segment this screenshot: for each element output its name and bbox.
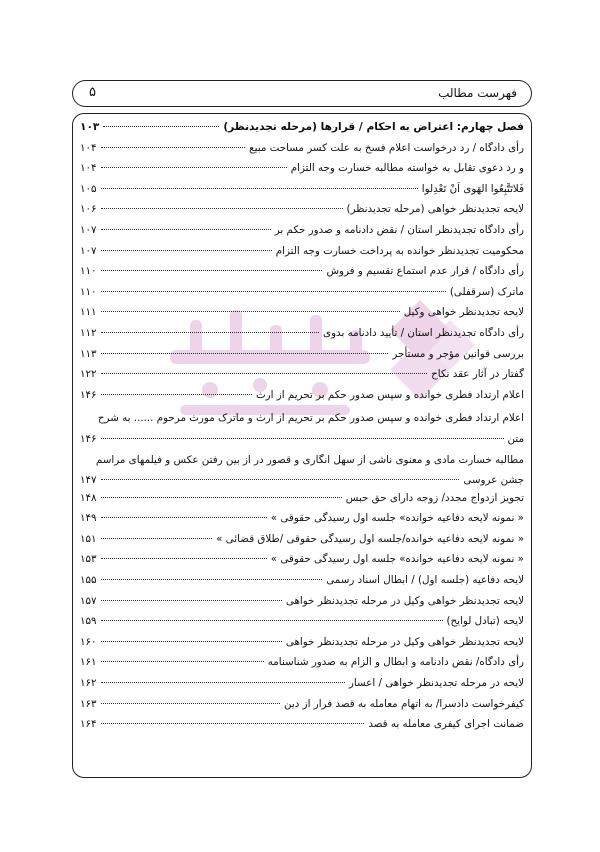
toc-entry-page: ۱۴۹: [80, 512, 97, 525]
dot-leader: [101, 538, 213, 539]
toc-entry-title: رأی دادگاه / رد درخواست اعلام فسخ به علت کسر مساحت مبیع: [249, 141, 524, 154]
toc-entry: [80, 182, 524, 203]
table-of-contents: [80, 120, 524, 738]
toc-entry-page: ۱۵۳: [80, 553, 97, 566]
toc-entry-title: لایحه تجدیدنظر خواهی وکیل در مرحله تجدیدنظر خواهی: [285, 594, 524, 607]
toc-entry-page: ۱۴۶: [80, 388, 97, 401]
toc-entry: [80, 676, 524, 697]
toc-entry-continuation: [80, 470, 524, 491]
dot-leader: [101, 147, 246, 148]
toc-entry-page: ۱۴۷: [80, 474, 97, 487]
toc-entry: [80, 285, 524, 306]
toc-entry: [80, 511, 524, 532]
toc-entry-page: ۱۵۷: [80, 594, 97, 607]
toc-entry-page: ۱۰۴: [80, 162, 97, 175]
toc-entry-page: ۱۵۵: [80, 574, 97, 587]
dot-leader: [101, 291, 446, 292]
page-header: [72, 80, 532, 107]
toc-entry-title: و رد دعوی تقابل به خواسته مطالبه خسارت وجه التزام: [290, 162, 524, 175]
dot-leader: [101, 188, 418, 189]
toc-entry: [80, 697, 524, 718]
toc-entry-page: ۱۶۱: [80, 656, 97, 669]
toc-entry: [80, 367, 524, 388]
toc-entry-page: ۱۶۳: [80, 697, 97, 710]
toc-entry-page: ۱۶۴: [80, 718, 97, 731]
toc-entry-page: ۱۲۲: [80, 368, 97, 381]
toc-entry-page: ۱۴۸: [80, 491, 97, 504]
toc-entry-title: فَلاتَتَّبِعُوا الهَوی اَنْ تَعْدِلوا: [421, 182, 524, 195]
toc-entry: [80, 573, 524, 594]
toc-entry: [80, 305, 524, 326]
toc-entry-page: ۱۱۲: [80, 326, 97, 339]
toc-entry-page: ۱۵۹: [80, 615, 97, 628]
toc-entry-title: محکومیت تجدیدنظر خوانده به پرداخت خسارت وجه التزام: [275, 244, 524, 257]
dot-leader: [101, 703, 280, 704]
dot-leader: [103, 126, 219, 127]
toc-entry: [80, 655, 524, 676]
toc-entry-page: ۱۱۰: [80, 285, 97, 298]
dot-leader: [101, 270, 323, 271]
toc-entry: [80, 120, 524, 141]
dot-leader: [101, 558, 267, 559]
toc-entry: [80, 161, 524, 182]
toc-entry-page: ۱۶۰: [80, 635, 97, 648]
toc-entry-page: ۱۰۷: [80, 244, 97, 257]
dot-leader: [101, 641, 282, 642]
dot-leader: [101, 479, 460, 480]
toc-entry-title: لایحه تجدیدنظر خواهی وکیل: [403, 306, 524, 319]
toc-entry: [80, 141, 524, 162]
toc-entry-title: « نمونه لایحه دفاعیه خوانده/جلسه اول رسیدگی حقوقی /طلاق قضائی »: [216, 532, 524, 545]
toc-entry-title-continued: جشن عروسی: [463, 474, 524, 487]
toc-entry-title: رأی دادگاه/ نقض دادنامه و ابطال و الزام به صدور شناسنامه: [267, 656, 524, 669]
toc-entry-title: « نمونه لایحه دفاعیه خوانده» جلسه اول رسیدگی حقوقی »: [270, 512, 524, 525]
header-page-number: ۵: [89, 85, 96, 100]
toc-entry-title: مطالبه خسارت مادی و معنوی ناشی از سهل انگاری و قصور در از بین رفتن عکس و فیلمهای مراسم: [95, 453, 524, 466]
toc-entry: [80, 450, 524, 491]
toc-entry-title: رأی دادگاه تجدیدنظر استان / تأیید دادنامه بدوی: [323, 326, 524, 339]
dot-leader: [101, 332, 319, 333]
header-title: فهرست مطالب: [438, 86, 517, 100]
toc-entry-title-continued: متن: [507, 432, 524, 445]
toc-entry-title: لایحه دفاعیه (جلسه اول) / ابطال اسناد رسمی: [326, 574, 524, 587]
dot-leader: [101, 682, 345, 683]
toc-entry-page: ۱۱۰: [80, 265, 97, 278]
toc-entry: [80, 594, 524, 615]
dot-leader: [101, 250, 272, 251]
toc-entry-page: ۱۰۳: [80, 121, 100, 133]
toc-entry: [80, 244, 524, 265]
dot-leader: [101, 723, 365, 724]
toc-entry-title: لایحه تجدیدنظر خواهی (مرحله تجدیدنظر): [346, 203, 524, 216]
dot-leader: [101, 600, 282, 601]
dot-leader: [101, 229, 271, 230]
dot-leader: [101, 167, 287, 168]
toc-entry-page: ۱۱۳: [80, 347, 97, 360]
toc-entry-title: ضمانت اجرای کیفری معامله به قصد: [368, 718, 524, 731]
toc-entry-page: ۱۶۲: [80, 677, 97, 690]
dot-leader: [101, 579, 323, 580]
dot-leader: [101, 311, 400, 312]
toc-entry: [80, 223, 524, 244]
toc-entry-title: اعلام ارتداد فطری خوانده و سپس صدور حکم بر تحریم از ارث و ماترک مورث مرحوم ...... به شرح: [97, 412, 524, 425]
toc-entry-title: بررسی قوانین مؤجر و مستأجر: [392, 347, 524, 360]
toc-entry: [80, 532, 524, 553]
dot-leader: [101, 497, 342, 498]
toc-entry: [80, 717, 524, 738]
toc-entry-continuation: [80, 429, 524, 450]
toc-entry: [80, 264, 524, 285]
toc-entry: [80, 388, 524, 409]
toc-entry: [80, 202, 524, 223]
dot-leader: [101, 353, 389, 354]
dot-leader: [101, 373, 427, 374]
toc-entry-title: کیفرخواست دادسرا/ به اتهام معامله به قصد فرار از دین: [284, 697, 524, 710]
toc-entry-page: ۱۰۴: [80, 141, 97, 154]
toc-entry: [80, 614, 524, 635]
dot-leader: [101, 394, 252, 395]
toc-entry-title: اعلام ارتداد فطری خوانده و سپس صدور حکم بر تحریم از ارث: [255, 388, 524, 401]
toc-entry-title: رأی دادگاه / قرار عدم استماع تقسیم و فروش: [326, 265, 524, 278]
toc-entry: [80, 552, 524, 573]
toc-entry-title: ماترک (سرقفلی): [449, 285, 524, 298]
toc-entry-title: رأی دادگاه تجدیدنظر استان / نقض دادنامه و صدور حکم بر: [274, 223, 524, 236]
dot-leader: [101, 517, 267, 518]
toc-entry-page: ۱۱۱: [80, 306, 97, 319]
dot-leader: [101, 661, 264, 662]
dot-leader: [101, 438, 504, 439]
toc-entry-title: لایحه (تبادل لوایح): [446, 615, 524, 628]
toc-entry: [80, 326, 524, 347]
toc-entry-page: ۱۴۶: [80, 432, 97, 445]
toc-entry-page: ۱۵۱: [80, 532, 97, 545]
toc-entry: [80, 635, 524, 656]
toc-entry-title: فصل چهارم: اعتراض به احکام / قرارها (مرحله تجدیدنظر): [223, 121, 524, 133]
toc-entry-title: لایحه در مرحله تجدیدنظر خواهی / اعسار: [348, 677, 524, 690]
toc-entry: [80, 408, 524, 449]
toc-entry-title: گفتار در آثار عقد نکاح: [431, 368, 524, 381]
toc-entry-page: ۱۰۵: [80, 182, 97, 195]
toc-entry: [80, 347, 524, 368]
toc-entry-title: « نمونه لایحه دفاعیه خوانده» جلسه اول رسیدگی حقوقی »: [270, 553, 524, 566]
dot-leader: [101, 208, 343, 209]
toc-entry-title: تجویز ازدواج مجدد/ زوجه دارای حق حبس: [345, 491, 524, 504]
toc-entry: [80, 491, 524, 512]
toc-entry-page: ۱۰۷: [80, 223, 97, 236]
toc-entry-page: ۱۰۶: [80, 203, 97, 216]
toc-entry-title: لایحه تجدیدنظر خواهی وکیل در مرحله تجدیدنظر خواهی: [285, 635, 524, 648]
dot-leader: [101, 620, 443, 621]
